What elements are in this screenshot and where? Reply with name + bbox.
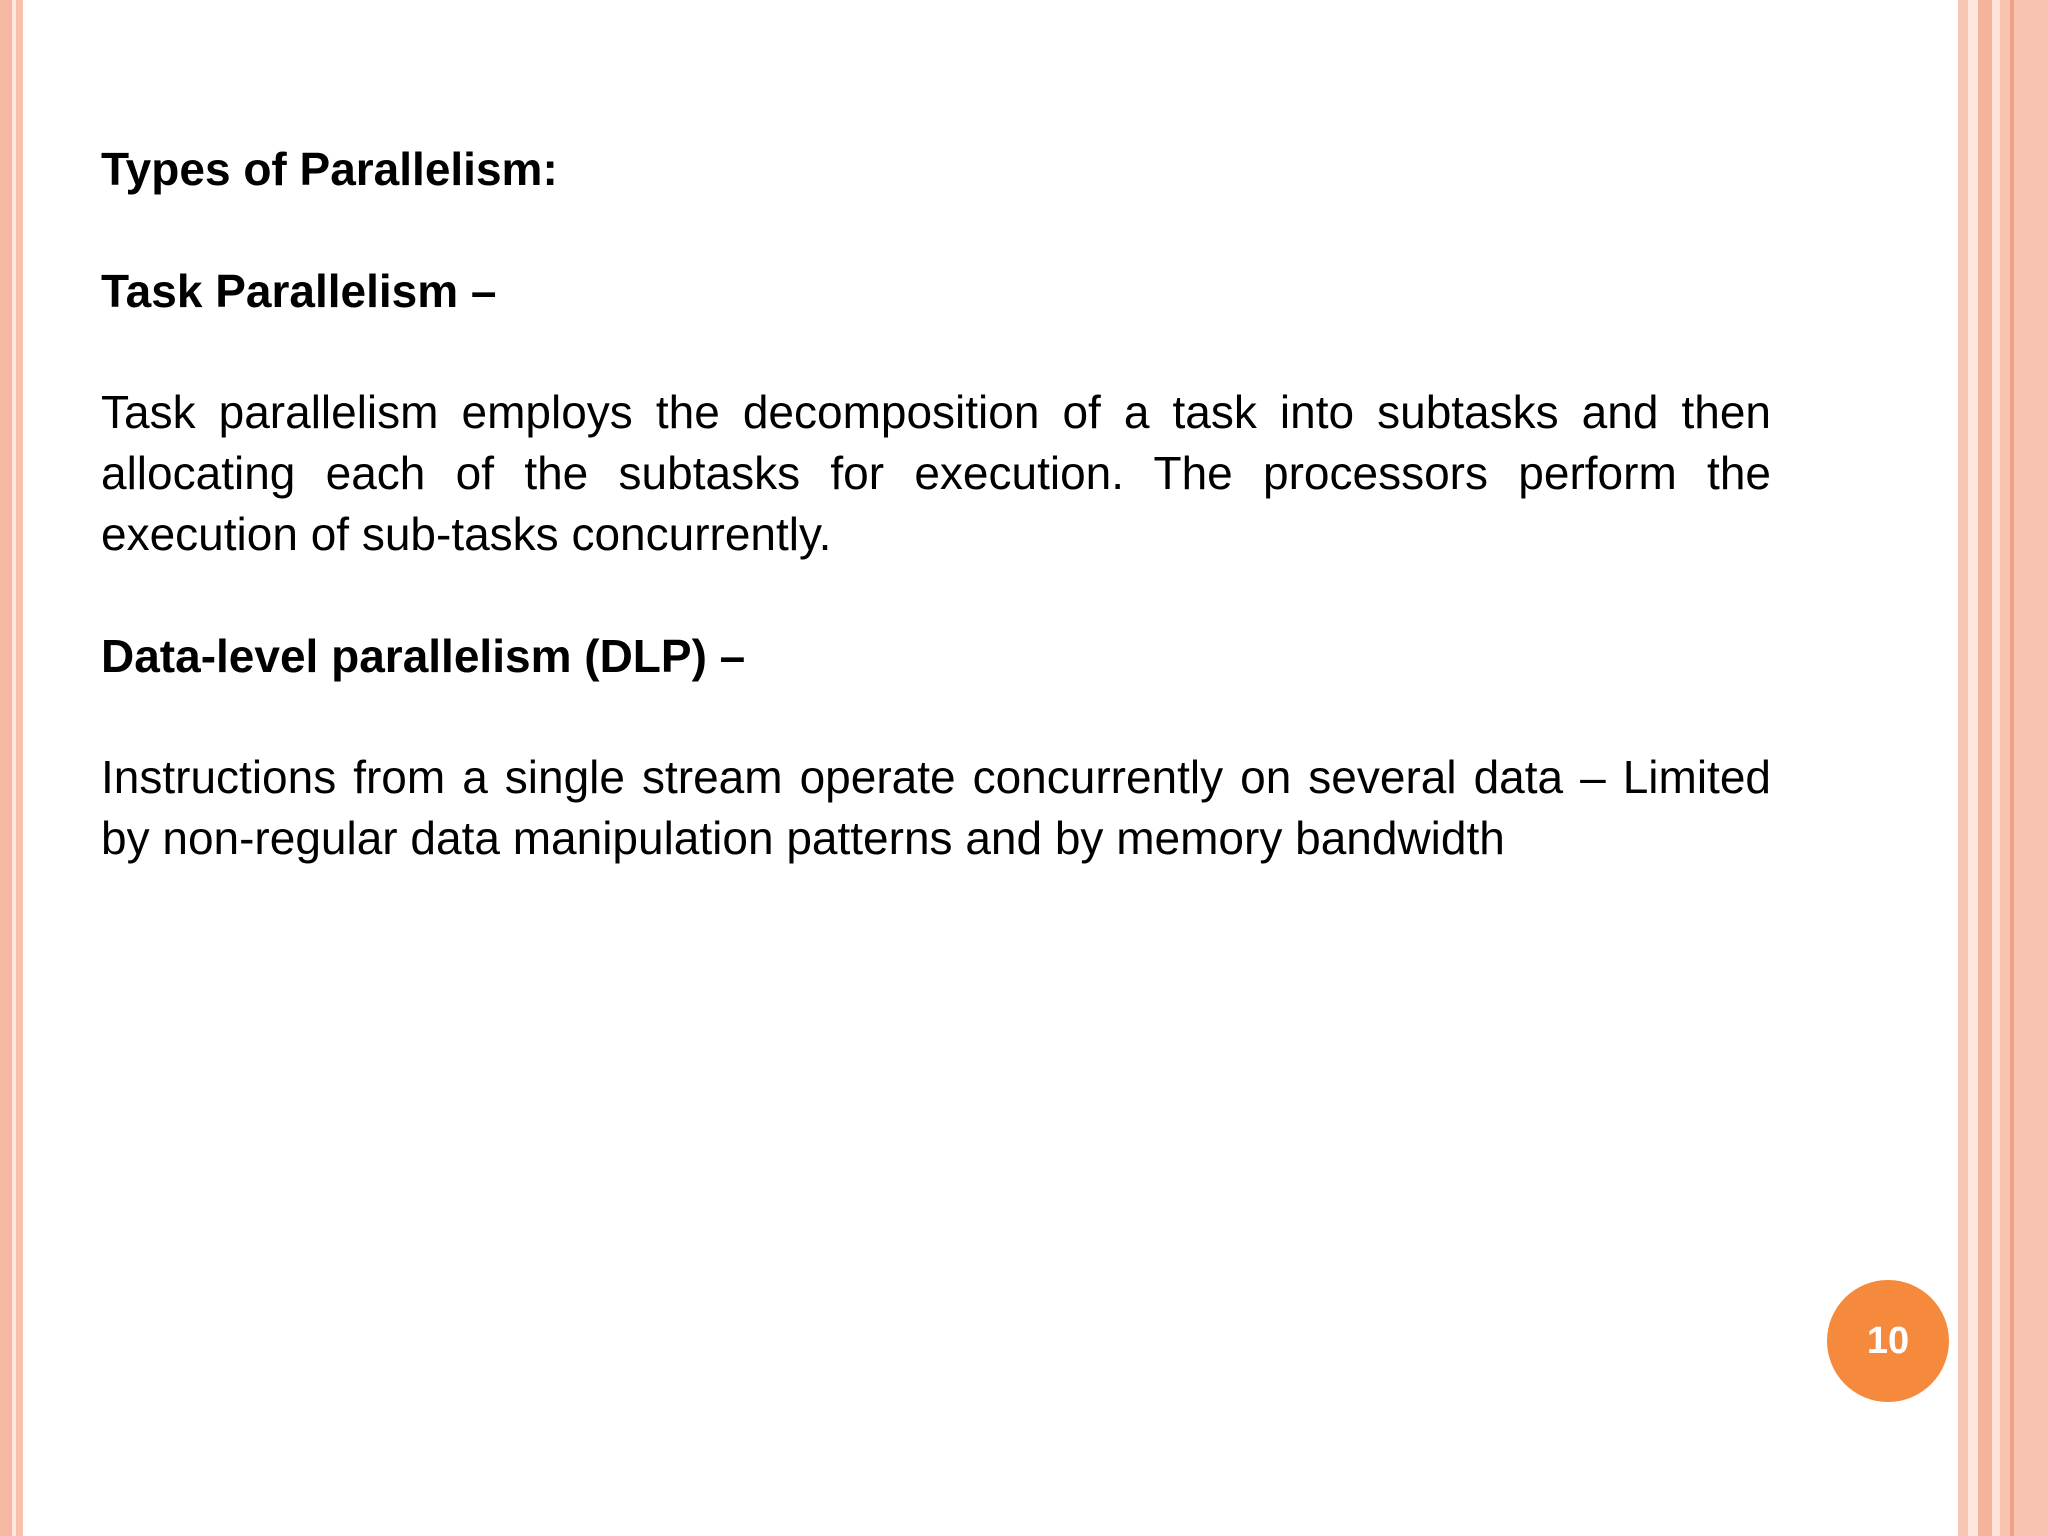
left-border-stripe	[16, 0, 23, 1536]
right-border-stripe	[1978, 0, 1992, 1536]
right-border-stripe	[1992, 0, 2000, 1536]
right-border-stripe	[2010, 0, 2014, 1536]
section-heading-task-parallelism: Task Parallelism –	[101, 265, 497, 317]
section-heading-data-level-parallelism: Data-level parallelism (DLP) –	[101, 630, 746, 682]
slide-title: Types of Parallelism:	[101, 143, 558, 195]
right-border-stripe	[1958, 0, 1968, 1536]
slide-content	[101, 138, 1771, 869]
right-border-stripe	[2000, 0, 2048, 1536]
right-border-stripe	[1968, 0, 1978, 1536]
left-border-stripe	[0, 0, 12, 1536]
page-number-badge: 10	[1827, 1280, 1949, 1402]
section-body-data-level-parallelism: Instructions from a single stream operate concurrently on several data – Limited by non-regular data manipulation patterns and by memory bandwidth	[101, 751, 1771, 864]
section-body-task-parallelism: Task parallelism employs the decomposition of a task into subtasks and then allocating each of the subtasks for execution. The processors perform the execution of sub-tasks concurrently.	[101, 386, 1771, 560]
